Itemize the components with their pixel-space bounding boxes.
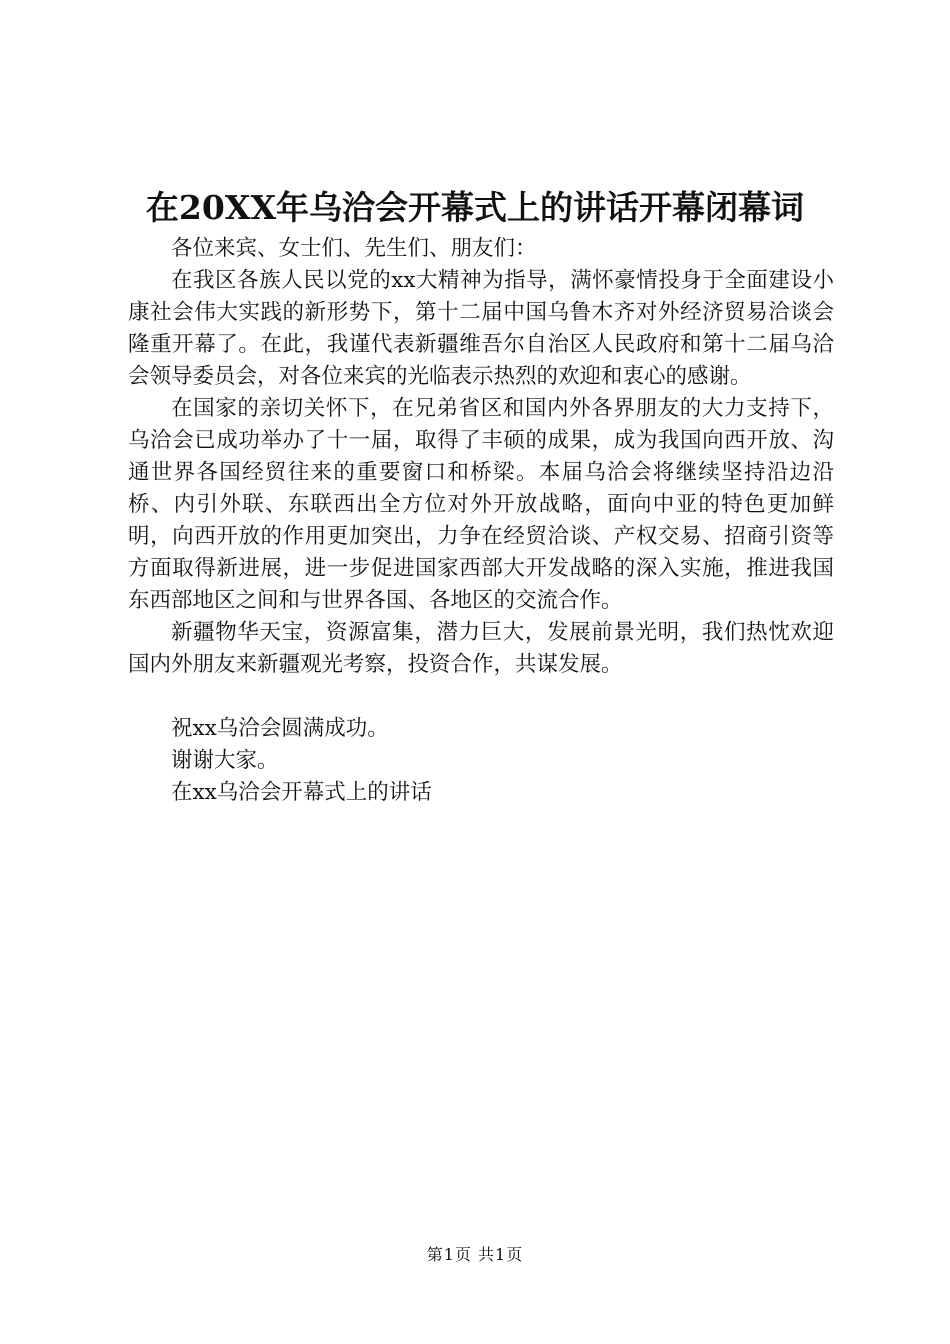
paragraph-spacer bbox=[128, 681, 834, 713]
page-footer: 第1页 共1页 bbox=[426, 1245, 524, 1264]
body-paragraph: 在我区各族人民以党的xx大精神为指导，满怀豪情投身于全面建设小康社会伟大实践的新形势下，第十二届中国乌鲁木齐对外经济贸易洽谈会隆重开幕了。在此，我谨代表新疆维吾尔自治区人民政府和第十二届乌洽会领导委员会，对各位来宾的光临表示热烈的欢迎和衷心的感谢。 bbox=[128, 268, 834, 389]
closing-thanks-line: 谢谢大家。 bbox=[171, 748, 279, 773]
body-paragraph: 在国家的亲切关怀下，在兄弟省区和国内外各界朋友的大力支持下，乌洽会已成功举办了十一届，取得了丰硕的成果，成为我国向西开放、沟通世界各国经贸往来的重要窗口和桥梁。本届乌洽会将继续坚持沿边沿桥、内引外联、东联西出全方位对外开放战略，面向中亚的特色更加鲜明，向西开放的作用更加突出，力争在经贸洽谈、产权交易、招商引资等方面取得新进展，进一步促进国家西部大开发战略的深入实施，推进我国东西部地区之间和与世界各国、各地区的交流合作。 bbox=[128, 396, 834, 613]
speech-caption-line: 在xx乌洽会开幕式上的讲话 bbox=[171, 780, 432, 805]
salutation-paragraph: 各位来宾、女士们、先生们、朋友们： bbox=[171, 236, 537, 261]
body-paragraph: 新疆物华天宝，资源富集，潜力巨大，发展前景光明，我们热忱欢迎国内外朋友来新疆观光考察，投资合作，共谋发展。 bbox=[128, 620, 834, 677]
document-body bbox=[128, 233, 834, 809]
closing-wish-line: 祝xx乌洽会圆满成功。 bbox=[171, 716, 389, 741]
document-title: 在20XX年乌洽会开幕式上的讲话开幕闭幕词 bbox=[145, 188, 805, 227]
